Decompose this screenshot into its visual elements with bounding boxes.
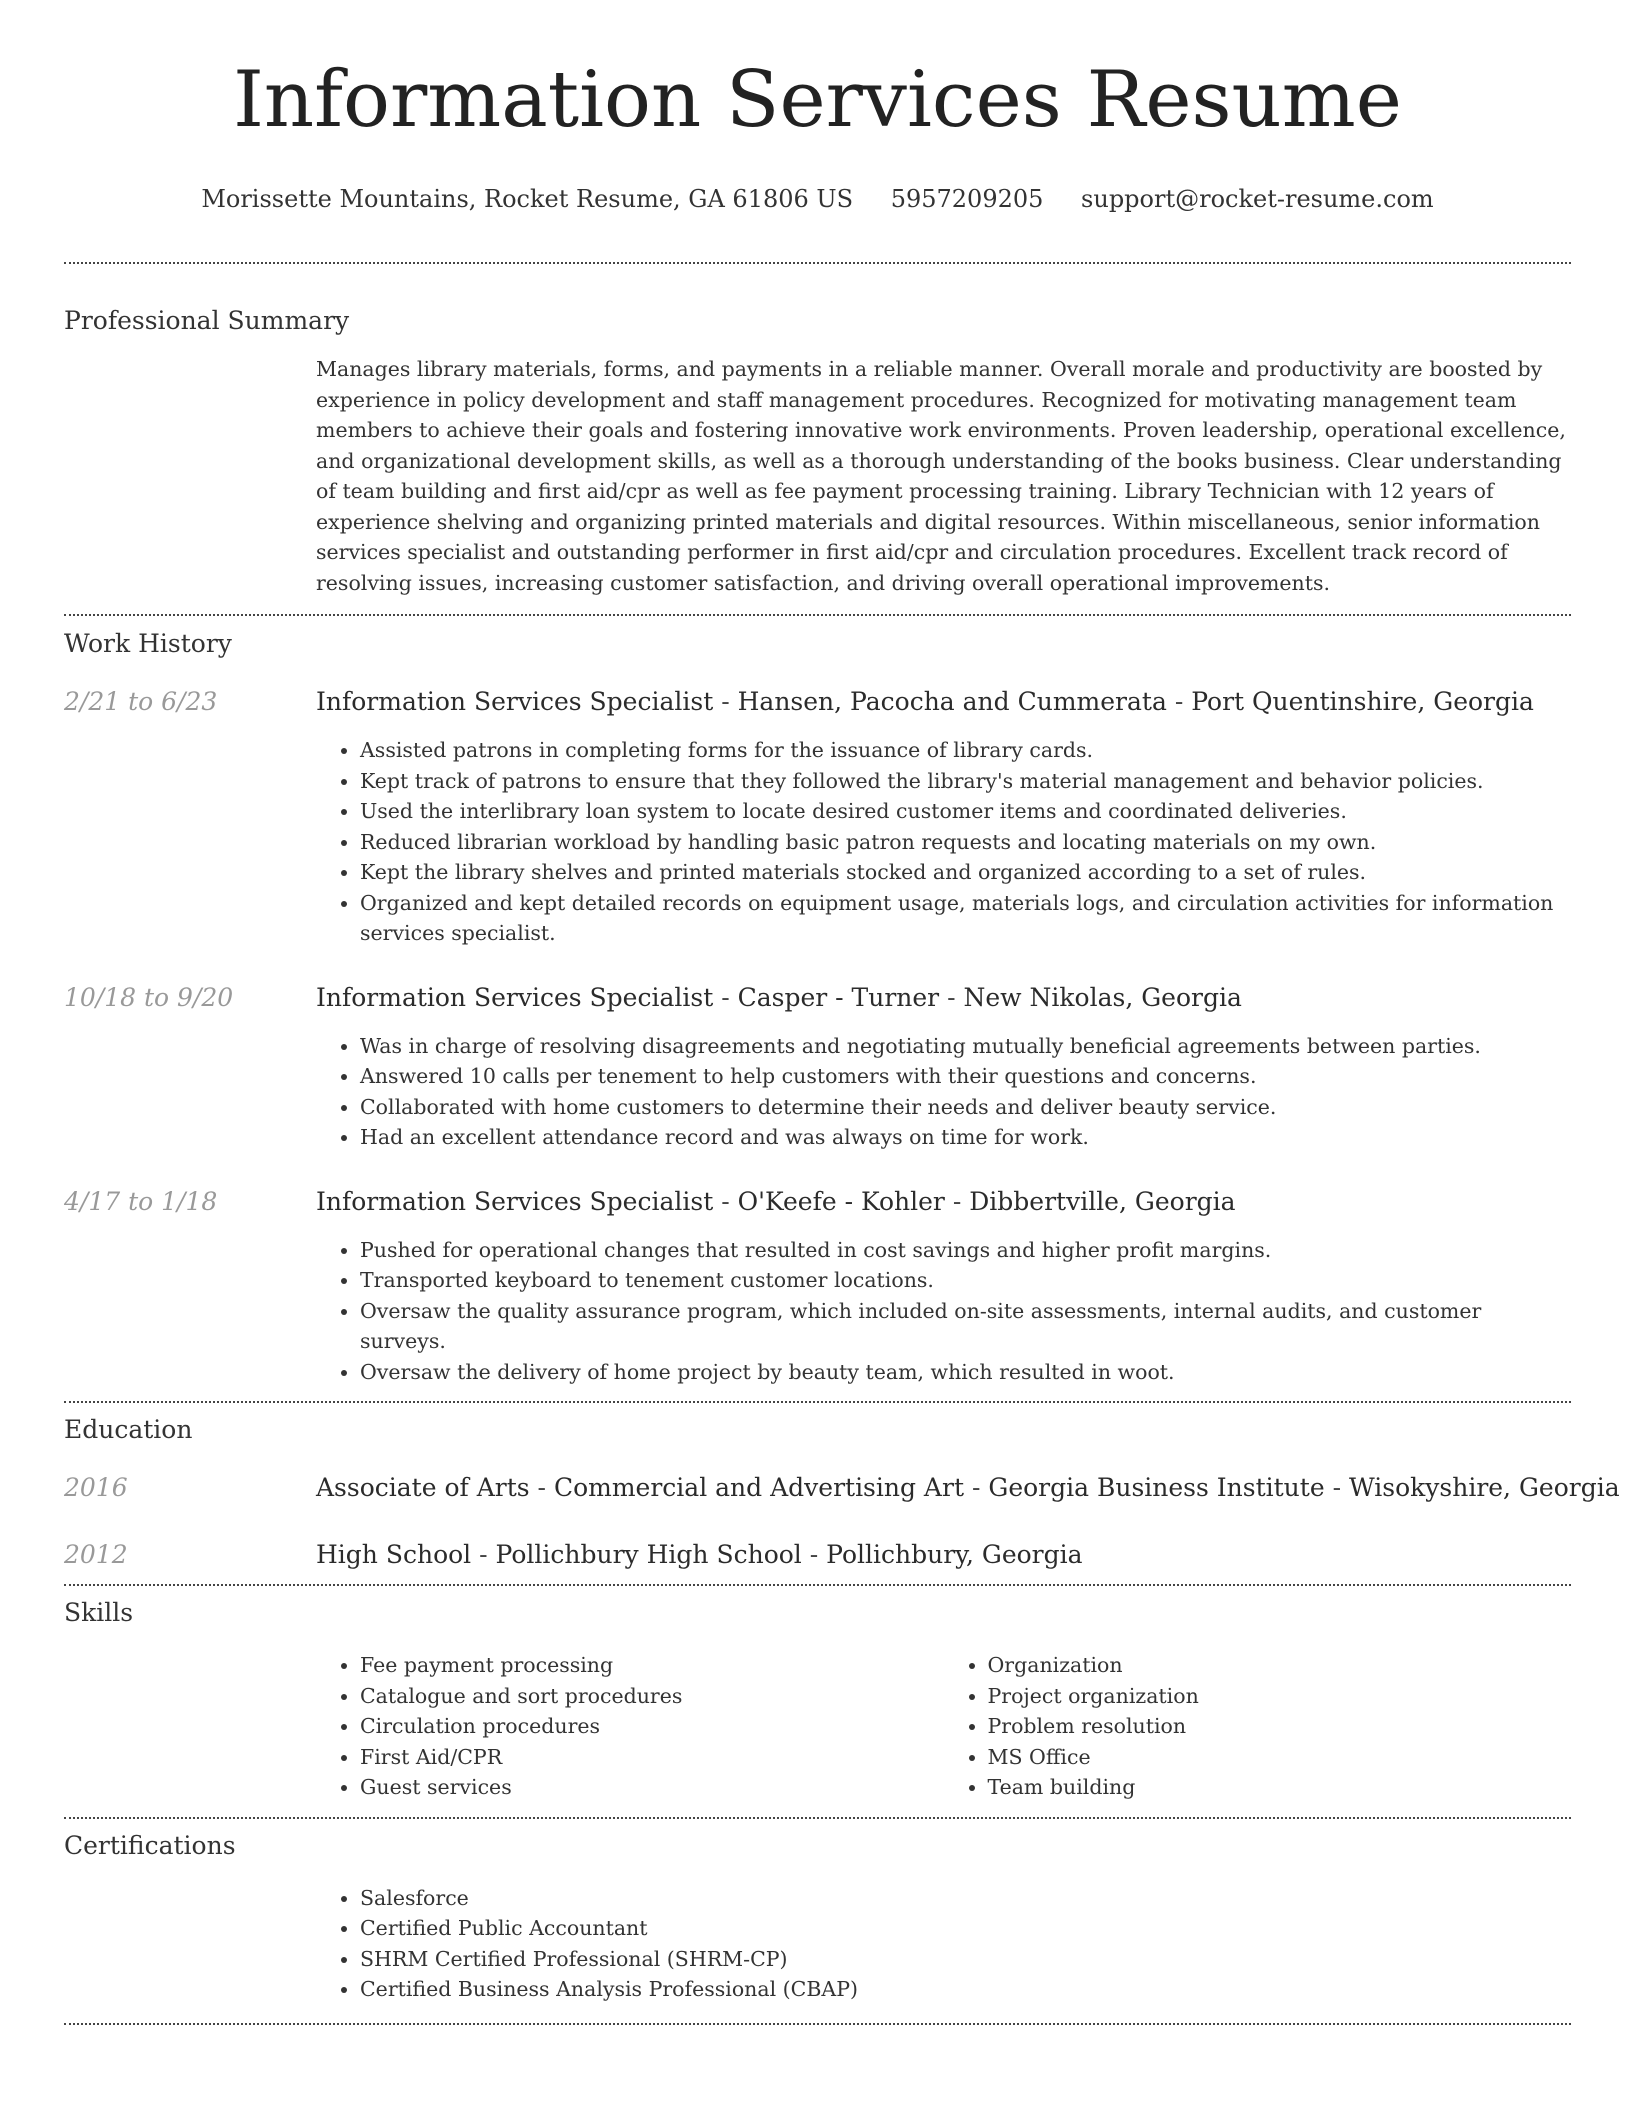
- separator: -: [971, 1473, 981, 1502]
- job-bullet: • Answered 10 calls per tenement to help customers with their questions and concerns.: [360, 1061, 1571, 1092]
- job-bullets: [316, 735, 1571, 949]
- job-bullets: [316, 1235, 1571, 1388]
- job-bullet: • Assisted patrons in completing forms for the issuance of library cards.: [360, 735, 1571, 766]
- job-bullet: • Kept track of patrons to ensure that they followed the library's material management and behavior policies.: [360, 766, 1571, 797]
- job-bullet: • Collaborated with home customers to determine their needs and deliver beauty service.: [360, 1092, 1571, 1123]
- job-body: [316, 687, 1571, 949]
- job-dates: 2/21 to 6/23: [64, 687, 218, 716]
- separator: -: [952, 1186, 962, 1216]
- job-title-line: [316, 1187, 1571, 1217]
- section-divider: [64, 1584, 1571, 1586]
- certifications-row: [64, 1883, 1571, 2005]
- contact-phone: 5957209205: [890, 185, 1044, 213]
- job-title-line: [316, 687, 1571, 717]
- separator: -: [721, 687, 730, 716]
- education-entry: [64, 1540, 1571, 1570]
- certifications-body: [316, 1883, 1571, 2005]
- job-body: [316, 1187, 1571, 1388]
- separator: -: [479, 1540, 488, 1569]
- education-heading: Education: [64, 1415, 193, 1444]
- education-body: [316, 1540, 1571, 1570]
- job-location: New Nikolas, Georgia: [963, 982, 1242, 1012]
- job-location: Port Quentinshire, Georgia: [1191, 687, 1534, 716]
- job-bullets: [316, 1031, 1571, 1153]
- job-entry: [64, 687, 1571, 949]
- job-bullet: • Transported keyboard to tenement customer locations.: [360, 1265, 1571, 1296]
- separator: -: [1174, 687, 1184, 716]
- separator: -: [537, 1473, 546, 1502]
- resume-page: [64, 0, 1620, 2025]
- job-dates: 10/18 to 9/20: [64, 982, 234, 1012]
- skill-item: • Guest services: [360, 1772, 944, 1803]
- skill-item: • Project organization: [988, 1681, 1572, 1712]
- education-school: Pollichbury High School: [495, 1540, 802, 1569]
- summary-text: Manages library materials, forms, and payments in a reliable manner. Overall morale and productivity are boosted by experience in policy development and staff management procedures. Recognized for motivating management team members to achieve their goals and fostering innovative work environments. Proven leadership, operational excellence, and organizational development skills, as well as a thorough understanding of the books business. Clear understanding of team building and first aid/cpr as well as fee payment processing training. Library Technician with 12 years of experience shelving and organizing printed materials and digital resources. Within miscellaneous, senior information services specialist and outstanding performer in first aid/cpr and circulation procedures. Excellent track record of resolving issues, increasing customer satisfaction, and driving overall operational improvements.: [316, 357, 1566, 595]
- separator: -: [1332, 1473, 1342, 1502]
- education-body: [316, 1473, 1620, 1503]
- education-entry: [64, 1473, 1620, 1503]
- job-bullet: • Used the interlibrary loan system to locate desired customer items and coordinated deliveries.: [360, 796, 1571, 827]
- education-location: Pollichbury, Georgia: [826, 1540, 1083, 1569]
- education-line: [316, 1473, 1620, 1503]
- skills-list-left: [316, 1650, 944, 1803]
- job-bullet: • Reduced librarian workload by handling basic patron requests and locating materials on my own.: [360, 827, 1571, 858]
- job-company: O'Keefe - Kohler: [737, 1186, 945, 1216]
- certification-item: • Certified Business Analysis Professional (CBAP): [360, 1974, 1571, 2005]
- skills-row: [64, 1650, 1571, 1803]
- section-divider: [64, 1817, 1571, 1819]
- education-year: 2012: [64, 1540, 128, 1569]
- skills-heading: Skills: [64, 1598, 134, 1627]
- education-degree: High School: [316, 1540, 472, 1569]
- summary-right: [316, 354, 1571, 598]
- certification-item: • SHRM Certified Professional (SHRM-CP): [360, 1944, 1571, 1975]
- job-company: Hansen, Pacocha and Cummerata: [737, 687, 1167, 716]
- job-bullet: • Had an excellent attendance record and was always on time for work.: [360, 1122, 1571, 1153]
- job-bullet: • Kept the library shelves and printed materials stocked and organized according to a set of rules.: [360, 857, 1571, 888]
- certifications-list: [316, 1883, 1571, 2005]
- section-divider: [64, 2023, 1571, 2025]
- job-bullet: • Organized and kept detailed records on equipment usage, materials logs, and circulation activities for information services specialist.: [360, 888, 1571, 949]
- certification-item: • Certified Public Accountant: [360, 1913, 1571, 1944]
- job-title: Information Services Specialist: [316, 982, 714, 1012]
- job-bullet: • Pushed for operational changes that resulted in cost savings and higher profit margins.: [360, 1235, 1571, 1266]
- education-field: Commercial and Advertising Art: [553, 1473, 964, 1502]
- job-dates: 4/17 to 1/18: [64, 1186, 218, 1216]
- contact-address: Morissette Mountains, Rocket Resume, GA 61806 US: [201, 185, 854, 213]
- summary-heading: Professional Summary: [64, 306, 350, 335]
- job-body: [316, 983, 1571, 1153]
- skill-item: • Catalogue and sort procedures: [360, 1681, 944, 1712]
- certifications-heading: Certifications: [64, 1830, 236, 1860]
- separator: -: [721, 982, 730, 1012]
- skill-item: • MS Office: [988, 1742, 1572, 1773]
- job-title: Information Services Specialist: [316, 1186, 714, 1216]
- work-history-heading: Work History: [64, 629, 232, 658]
- skill-item: • Problem resolution: [988, 1711, 1572, 1742]
- education-year: 2016: [64, 1473, 128, 1502]
- job-title: Information Services Specialist: [316, 687, 714, 716]
- summary-row: [64, 354, 1571, 598]
- education-location: Wisokyshire, Georgia: [1348, 1473, 1620, 1502]
- skill-item: • Team building: [988, 1772, 1572, 1803]
- education-line: [316, 1540, 1571, 1570]
- separator: -: [809, 1540, 819, 1569]
- separator: -: [947, 982, 956, 1012]
- contact-email: support@rocket-resume.com: [1081, 185, 1434, 213]
- skills-list-right: [944, 1650, 1572, 1803]
- job-title-line: [316, 983, 1571, 1013]
- education-degree: Associate of Arts: [316, 1473, 530, 1502]
- job-company: Casper - Turner: [737, 982, 940, 1012]
- job-bullet: • Oversaw the delivery of home project by beauty team, which resulted in woot.: [360, 1357, 1571, 1388]
- skill-item: • Circulation procedures: [360, 1711, 944, 1742]
- section-divider: [64, 1401, 1571, 1403]
- job-entry: [64, 983, 1571, 1153]
- job-location: Dibbertville, Georgia: [969, 1186, 1236, 1216]
- skill-item: • Fee payment processing: [360, 1650, 944, 1681]
- skill-item: • Organization: [988, 1650, 1572, 1681]
- job-bullet: • Was in charge of resolving disagreements and negotiating mutually beneficial agreements between parties.: [360, 1031, 1571, 1062]
- job-bullet: • Oversaw the quality assurance program, which included on-site assessments, internal audits, and customer surveys.: [360, 1296, 1571, 1357]
- resume-title: Information Services Resume: [233, 55, 1402, 145]
- skill-item: • First Aid/CPR: [360, 1742, 944, 1773]
- section-divider: [64, 614, 1571, 616]
- education-school: Georgia Business Institute: [988, 1473, 1325, 1502]
- job-entry: [64, 1187, 1571, 1388]
- certification-item: • Salesforce: [360, 1883, 1571, 1914]
- separator: -: [721, 1186, 730, 1216]
- section-divider: [64, 262, 1571, 264]
- skills-columns: [316, 1650, 1571, 1803]
- contact-line: [64, 184, 1571, 214]
